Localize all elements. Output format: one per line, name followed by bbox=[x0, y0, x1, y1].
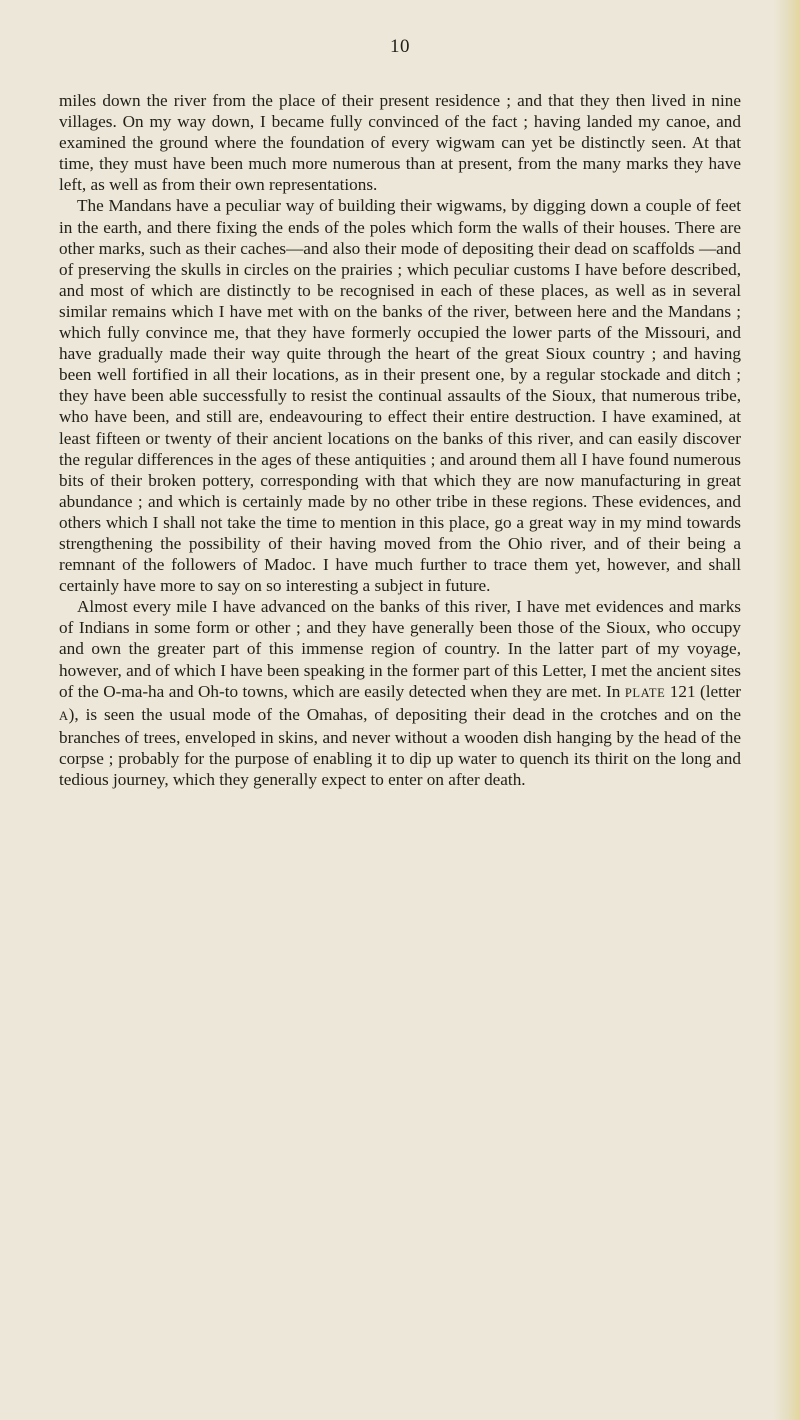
paragraph-3-start: Almost every mile I have advanced on the banks of this river, I have met evidences and marks of Indians in some form or other ; and they have generally been those of the Sioux, who occupy and own the greater part of this immense region of country. In the latter part of my voyage, however, and of which I have been speaking in the former part of this Letter, I met the ancient sites of the O-ma-ha and Oh-to towns, which are easily detected when they are met. In bbox=[59, 597, 741, 701]
letter-reference: A bbox=[59, 708, 69, 723]
page-edge bbox=[774, 0, 800, 1420]
paragraph-2: The Mandans have a peculiar way of building their wigwams, by digging down a couple of feet in the earth, and there fixing the ends of the poles which form the walls of their houses. There are other marks, such as their caches—and also their mode of depositing their dead on scaffolds —and of preserving the skulls in circles on the prairies ; which peculiar customs I have before described, and most of which are distinctly to be recognised in each of these places, as well as in several similar remains which I have met with on the banks of the river, between here and the Mandans ; which fully convince me, that they have formerly occupied the lower parts of the Missouri, and have gradually made their way quite through the heart of the great Sioux country ; and having been well fortified in all their locations, as in their present one, by a regular stockade and ditch ; they have been able successfully to resist the continual assaults of the Sioux, that numerous tribe, who have been, and still are, endeavouring to effect their entire destruction. I have examined, at least fifteen or twenty of their ancient locations on the banks of this river, and can easily discover the regular differences in the ages of these antiquities ; and around them all I have found numerous bits of their broken pottery, corresponding with that which they are now manufacturing in great abundance ; and which is certainly made by no other tribe in these regions. These evidences, and others which I shall not take the time to mention in this place, go a great way in my mind towards strengthening the possibility of their having moved from the Ohio river, and of their being a remnant of the followers of Madoc. I have much further to trace them yet, however, and shall certainly have more to say on so interesting a subject in future. bbox=[59, 196, 741, 596]
paragraph-1: miles down the river from the place of their present residence ; and that they then lived in nine villages. On my way down, I became fully convinced of the fact ; having landed my canoe, and examined the ground where the foundation of every wigwam can yet be distinctly seen. At that time, they must have been much more numerous than at present, from the many marks they have left, as well as from their own representations. bbox=[59, 91, 741, 195]
page-number: 10 bbox=[390, 36, 410, 57]
plate-number: 121 (letter bbox=[665, 681, 742, 701]
paragraph-3-end: ), is seen the usual mode of the Omahas, of depositing their dead in the crotches and on the branches of trees, enveloped in skins, and never without a wooden dish hanging by the head of the corpse ; probably for the purpose of enabling it to dip up water to quench its thirit on the long and tedious journey, which they generally expect to enter on after death. bbox=[59, 704, 741, 789]
plate-reference: PLATE bbox=[624, 685, 666, 700]
body-text bbox=[59, 90, 741, 790]
paragraph-3 bbox=[59, 596, 741, 790]
